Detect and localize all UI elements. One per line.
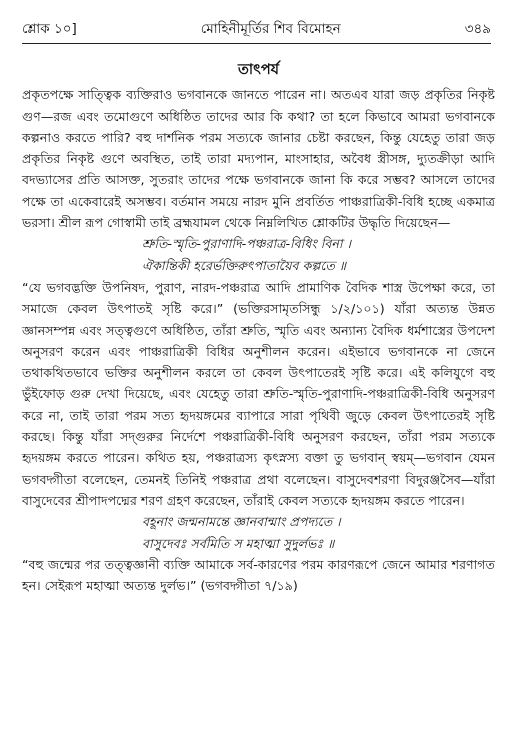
sanskrit-verse-2-line-1: বহূনাং জন্মনামন্তে জ্ঞানবান্মাং প্রপদ্যতে । (142, 514, 341, 530)
purport-paragraph-2: “যে ভগবদ্ভক্তি উপনিষদ, পুরাণ, নারদ-পঞ্চরাত্র আদি প্রামাণিক বৈদিক শাস্ত্র উপেক্ষা করে, তা সমাজে কেবল উৎপাতই সৃষ্টি করে।” (ভক্তিরসামৃতসিন্ধু ১/২/১০১) যাঁরা অত্যন্ত উন্নত জ্ঞানসম্পন্ন এবং সত্ত্বগুণে অধিষ্ঠিত, তাঁরা শ্রুতি, স্মৃতি এবং অন্যান্য বৈদিক ধর্মশাস্ত্রের উপদেশ অনুসরণ করেন এবং পাঞ্চরাত্রিকী বিধির অনুশীলন করেন। এইভাবে ভগবানকে না জেনে তথাকথিতভাবে ভক্তির অনুশীলন করলে তা কেবল উৎপাতেরই সৃষ্টি করে। এই কলিযুগে বহু ভুঁইফোড় গুরু দেখা দিয়েছে, এবং যেহেতু তারা শ্রুতি-স্মৃতি-পুরাণাদি-পঞ্চরাত্রিকী-বিধি অনুসরণ করে না, তাই তারা পরম সত্য হৃদয়ঙ্গমের ব্যাপারে সারা পৃথিবী জুড়ে কেবল উৎপাতেরই সৃষ্টি করছে। কিন্তু যাঁরা সদ্গুরুর নির্দেশে পঞ্চরাত্রিকী-বিধি অনুসরণ করছেন, তাঁরা পরম সত্যকে হৃদয়ঙ্গম করতে পারেন। কথিত হয়, পঞ্চরাত্রস্য কৃৎস্নস্য বক্তা তু ভগবান্ স্বয়ম্—ভগবান যেমন ভগবদ্গীতা বলেছেন, তেমনই তিনিই পঞ্চরাত্র প্রথা বলেছেন। বাসুদেবশরণা বিদুরঞ্জসৈব—যাঁরা বাসুদেবের শ্রীপাদপদ্মের শরণ গ্রহণ করেছেন, তাঁরাই কেবল সত্যকে হৃদয়ঙ্গম করতে পারেন। (22, 279, 495, 508)
sanskrit-verse-2-line-2: বাসুদেবঃ সর্বমিতি স মহাত্মা সুদুর্লভঃ ॥ (142, 535, 335, 551)
purport-paragraph-1: প্রকৃতপক্ষে সাত্ত্বিক ব্যক্তিরাও ভগবানকে জানতে পারেন না। অতএব যারা জড় প্রকৃতির নিকৃষ্ট গুণ—রজ এবং তমোগুণে অধিষ্ঠিত তাদের আর কি কথা? তা হলে কিভাবে আমরা ভগবানকে কল্পনাও করতে পারি? বহু দার্শনিক পরম সত্যকে জানার চেষ্টা করছেন, কিন্তু যেহেতু তারা জড় প্রকৃতির নিকৃষ্ট গুণে অবস্থিত, তাই তারা মদ্যপান, মাংসাহার, অবৈধ স্ত্রীসঙ্গ, দ্যুতক্রীড়া আদি বদভ্যাসের প্রতি আসক্ত, সুতরাং তাদের পক্ষে ভগবানকে জানা কি করে সম্ভব? আসলে তাদের পক্ষে তা একেবারেই অসম্ভব। বর্তমান সময়ে নারদ মুনি প্রবর্তিত পাঞ্চরাত্রিকী-বিধি হচ্ছে একমাত্র ভরসা। শ্রীল রূপ গোস্বামী তাই ব্রহ্মযামল থেকে নিম্নলিখিত শ্লোকটির উদ্ধৃতি দিয়েছেন— (22, 87, 495, 231)
page-header (22, 18, 491, 40)
sanskrit-verse-1-line-2: ঐকান্তিকী হরের্ভক্তিরুৎপাতায়ৈব কল্পতে ॥ (142, 257, 346, 273)
page-body (22, 60, 495, 596)
chapter-title: মোহিনীমূর্তির শিব বিমোহন (200, 20, 341, 37)
section-heading: তাৎপর্য (237, 62, 280, 78)
page-number: ৩৪৯ (464, 20, 491, 37)
purport-paragraph-3: “বহু জন্মের পর তত্ত্বজ্ঞানী ব্যক্তি আমাকে সর্ব-কারণের পরম কারণরূপে জেনে আমার শরণাগত হন। সেইরূপ মহাত্মা অত্যন্ত দুর্লভ।” (ভগবদ্গীতা ৭/১৯) (22, 556, 495, 594)
header-rule (22, 43, 491, 44)
verse-reference: শ্লোক ১০] (22, 20, 77, 37)
sanskrit-verse-1-line-1: শ্রুতি-স্মৃতি-পুরাণাদি-পঞ্চরাত্র-বিধিং বিনা । (142, 236, 352, 252)
